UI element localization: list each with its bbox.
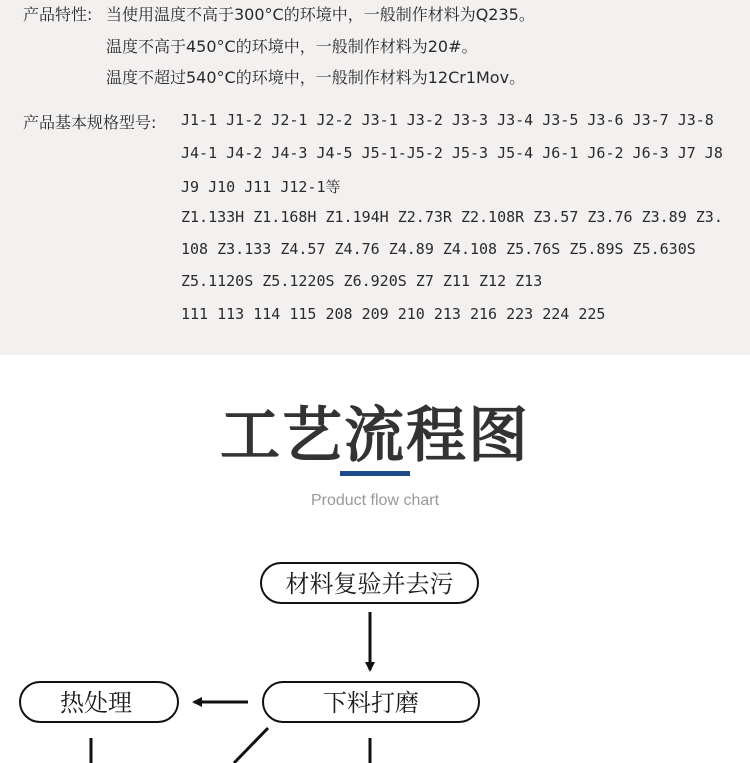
- models-label: 产品基本规格型号:: [23, 113, 157, 132]
- flow-node-heat-label: 热处理: [60, 689, 132, 717]
- property-line-3: 温度不超过540°C的环境中，一般制作材料为12Cr1Mov。: [106, 68, 526, 87]
- flow-node-cut-label: 下料打磨: [323, 689, 419, 717]
- model-line-6: Z5.1120S Z5.1220S Z6.920S Z7 Z11 Z12 Z13: [181, 272, 543, 290]
- spec-panel: [0, 0, 750, 355]
- property-line-2: 温度不高于450°C的环境中，一般制作材料为20#。: [106, 37, 478, 56]
- model-line-5: 108 Z3.133 Z4.57 Z4.76 Z4.89 Z4.108 Z5.76S Z5.89S Z5.630S: [181, 240, 696, 258]
- model-line-1: J1-1 J1-2 J2-1 J2-2 J3-1 J3-2 J3-3 J3-4 J3-5 J3-6 J3-7 J3-8: [181, 111, 714, 129]
- section-subtitle: Product flow chart: [310, 492, 440, 509]
- flow-node-inspect-label: 材料复验并去污: [285, 570, 454, 598]
- model-line-4: Z1.133H Z1.168H Z1.194H Z2.73R Z2.108R Z3.57 Z3.76 Z3.89 Z3.: [181, 208, 723, 226]
- flow-node-cut: [263, 682, 479, 722]
- flow-line-diagonal: [234, 728, 268, 763]
- title-accent-bar: [340, 471, 410, 476]
- property-line-1: 当使用温度不高于300°C的环境中，一般制作材料为Q235。: [106, 5, 535, 24]
- flow-node-heat: [20, 682, 178, 722]
- flow-chart: [0, 540, 750, 763]
- model-line-2: J4-1 J4-2 J4-3 J4-5 J5-1-J5-2 J5-3 J5-4 J6-1 J6-2 J6-3 J7 J8: [181, 144, 723, 162]
- section-title: 工艺流程图: [220, 401, 530, 471]
- model-line-7: 111 113 114 115 208 209 210 213 216 223 224 225: [181, 305, 606, 323]
- flow-node-inspect: [261, 563, 478, 603]
- model-line-3: J9 J10 J11 J12-1等: [181, 178, 341, 196]
- property-label: 产品特性:: [23, 5, 93, 24]
